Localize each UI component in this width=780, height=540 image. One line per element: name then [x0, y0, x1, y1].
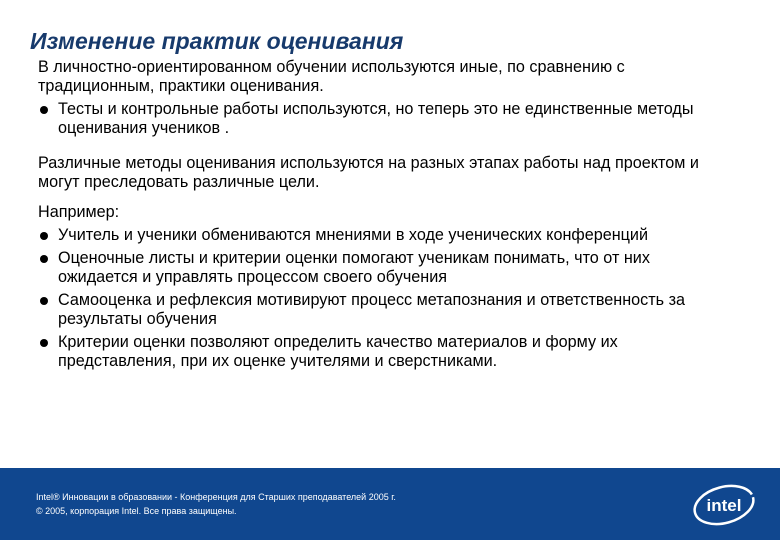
bullet-text: Самооценка и рефлексия мотивируют процесс метапознания и ответственность за результаты обучения	[58, 291, 686, 328]
bullet-dot-icon	[40, 297, 48, 305]
intro-paragraph: В личностно-ориентированном обучении используются иные, по сравнению с традиционным, практики оценивания.	[38, 58, 625, 95]
bullet-item	[38, 100, 718, 138]
methods-paragraph: Различные методы оценивания используются на разных этапах работы над проектом и могут преследовать различные цели.	[38, 154, 699, 191]
bullet-item	[38, 249, 718, 287]
footer-copyright-line: © 2005, корпорация Intel. Все права защищены.	[36, 506, 237, 516]
bullet-item	[38, 226, 718, 245]
footer-text	[36, 490, 396, 518]
logo-text: intel	[706, 496, 742, 515]
bullet-item	[38, 291, 718, 329]
bullet-dot-icon	[40, 106, 48, 114]
intel-logo-icon	[690, 482, 758, 528]
bullet-dot-icon	[40, 339, 48, 347]
bullet-dot-icon	[40, 232, 48, 240]
bullet-text: Критерии оценки позволяют определить качество материалов и форму их представления, при их оценке учителями и сверстниками.	[58, 333, 618, 370]
bullet-text: Учитель и ученики обмениваются мнениями в ходе ученических конференций	[58, 226, 649, 244]
bullet-text: Оценочные листы и критерии оценки помогают ученикам понимать, что от них ожидается и управлять процессом своего обучения	[58, 249, 650, 286]
example-label: Например:	[38, 203, 120, 221]
bullet-item	[38, 333, 718, 371]
footer-conference-line: Intel® Инновации в образовании - Конференция для Старших преподавателей 2005 г.	[36, 492, 396, 502]
slide-title: Изменение практик оценивания	[30, 28, 404, 54]
bullet-dot-icon	[40, 255, 48, 263]
footer-bar	[0, 468, 780, 540]
slide-body	[38, 58, 718, 371]
bullet-text: Тесты и контрольные работы используются, но теперь это не единственные методы оценивания учеников .	[58, 100, 694, 137]
